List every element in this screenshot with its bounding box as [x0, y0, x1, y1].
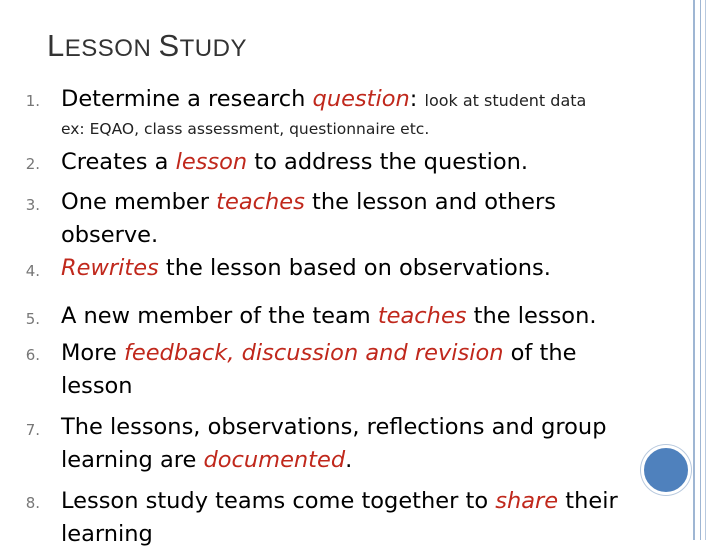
item-number: 3.	[25, 196, 40, 214]
decorative-rail	[705, 0, 706, 540]
item-text: Determine a research question: look at student data	[61, 86, 587, 112]
decorative-circle	[641, 445, 691, 495]
item-text: A new member of the team teaches the lesson.	[61, 303, 597, 329]
item-subtext: ex: EQAO, class assessment, questionnaire etc.	[61, 120, 430, 138]
item-number: 6.	[25, 346, 40, 364]
item-text: Rewrites the lesson based on observations.	[61, 255, 551, 281]
item-number: 5.	[25, 310, 40, 328]
item-text-continued: observe.	[61, 222, 159, 248]
slide-title: LESSON STUDY	[47, 28, 247, 63]
item-number: 4.	[25, 262, 40, 280]
item-text: One member teaches the lesson and others	[61, 189, 556, 215]
decorative-rail	[693, 0, 695, 540]
item-text-continued: learning are documented.	[61, 447, 353, 473]
item-text-continued: lesson	[61, 373, 133, 399]
item-number: 2.	[25, 155, 40, 173]
item-text: Lesson study teams come together to share their	[61, 488, 618, 514]
item-number: 7.	[25, 421, 40, 439]
item-number: 8.	[25, 494, 40, 512]
item-text: Creates a lesson to address the question.	[61, 149, 529, 175]
item-text: More feedback, discussion and revision of the	[61, 340, 577, 366]
item-number: 1.	[25, 92, 40, 110]
item-text-continued: learning	[61, 521, 153, 547]
decorative-rail	[700, 0, 701, 540]
item-text: The lessons, observations, reflections and group	[61, 414, 607, 440]
